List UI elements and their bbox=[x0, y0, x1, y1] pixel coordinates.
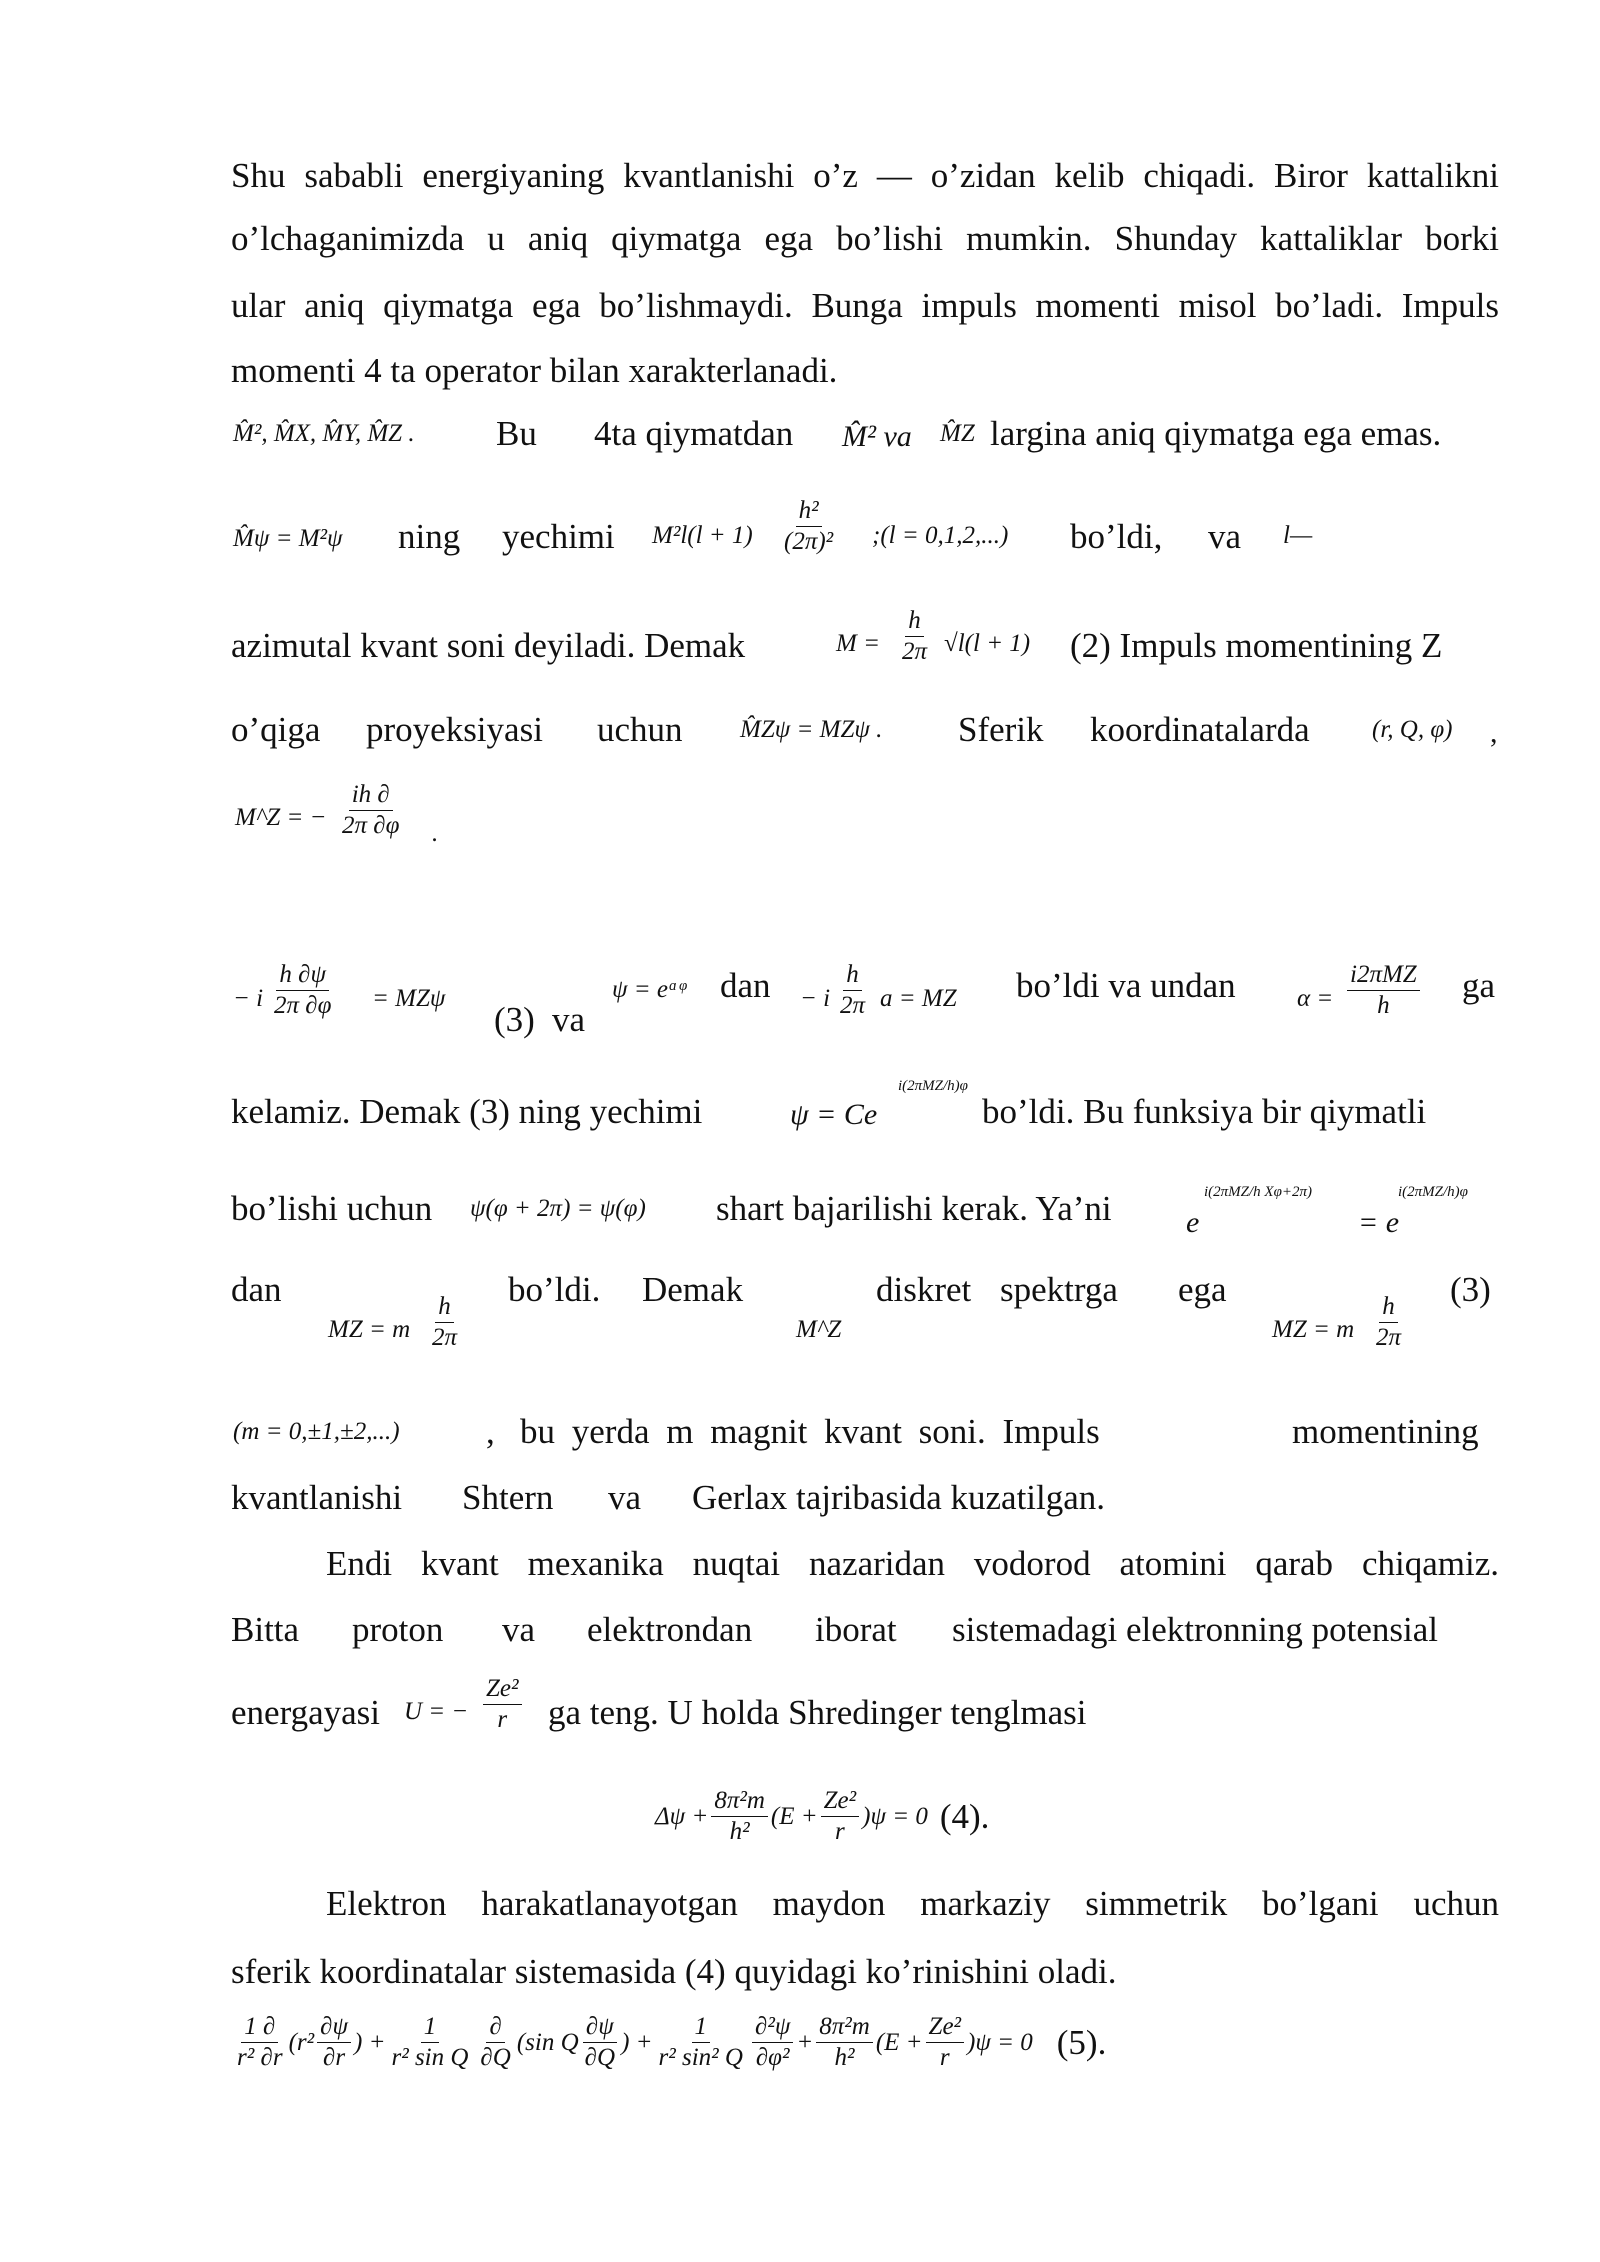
numerator: 8π²m bbox=[816, 2012, 873, 2043]
text: sferik koordinatalar sistemasida (4) quyidagi ko’rinishini oladi. bbox=[231, 1952, 1117, 1991]
numerator: 1 bbox=[692, 2012, 711, 2043]
text: Demak bbox=[642, 1270, 744, 1309]
text: kelamiz. Demak (3) ning yechimi bbox=[231, 1092, 703, 1131]
numerator: 1 ∂ bbox=[241, 2012, 278, 2043]
numerator: h bbox=[1379, 1292, 1398, 1323]
numerator: ∂ψ bbox=[317, 2012, 351, 2043]
numerator: Ze² bbox=[926, 2012, 965, 2043]
formula: α = bbox=[1297, 985, 1334, 1012]
fraction bbox=[778, 496, 839, 557]
denominator: 2π bbox=[902, 638, 928, 665]
text: yechimi bbox=[502, 517, 615, 556]
text: bo’ldi va undan bbox=[1016, 966, 1236, 1005]
denominator: 2π bbox=[432, 1324, 458, 1351]
denominator: ∂Q bbox=[480, 2044, 511, 2071]
text: Endi kvant mexanika nuqtai nazaridan vodorod atomini qarab chiqamiz. bbox=[326, 1544, 1499, 1583]
text: elektrondan bbox=[587, 1610, 753, 1649]
text: (3) bbox=[494, 1000, 535, 1039]
denominator: h² bbox=[729, 1818, 750, 1845]
formula: M̂Z bbox=[940, 420, 975, 447]
numerator: h bbox=[435, 1292, 454, 1323]
formula: M̂Zψ = MZψ . bbox=[740, 716, 883, 743]
exponent: i(2πMZ/h)φ bbox=[1398, 1184, 1468, 1200]
numerator: ∂ψ bbox=[583, 2012, 617, 2043]
text: va bbox=[502, 1610, 536, 1649]
formula: M̂ψ = M²ψ bbox=[233, 525, 343, 552]
denominator: r² ∂r bbox=[237, 2044, 283, 2071]
text: ular aniq qiymatga ega bo’lishmaydi. Bunga impuls momenti misol bo’ladi. Impuls bbox=[231, 286, 1499, 325]
term: )ψ = 0 bbox=[967, 2028, 1033, 2056]
text: bo’lishi uchun bbox=[231, 1189, 433, 1228]
term: ) + bbox=[621, 2028, 653, 2056]
formula: U = − bbox=[404, 1698, 469, 1725]
formula: M̂² va bbox=[842, 420, 912, 453]
text: azimutal kvant soni deyiladi. Demak bbox=[231, 626, 746, 665]
text: , bbox=[486, 1412, 495, 1451]
fraction bbox=[336, 780, 405, 841]
text: ga bbox=[1462, 966, 1496, 1005]
text: 4ta qiymatdan bbox=[594, 414, 794, 453]
text: Shu sababli energiyaning kvantlanishi o’z — o’zidan kelib chiqadi. Biror kattalikni bbox=[231, 156, 1499, 195]
text: proyeksiyasi bbox=[366, 710, 543, 749]
denominator: 2π bbox=[1376, 1324, 1402, 1351]
formula: M^Z = − bbox=[235, 804, 327, 831]
text: Bitta bbox=[231, 1610, 300, 1649]
text: (3) bbox=[1450, 1270, 1491, 1309]
fraction bbox=[1370, 1292, 1407, 1353]
formula: (r, Q, φ) bbox=[1372, 716, 1453, 743]
text: dan bbox=[720, 966, 771, 1005]
term: + bbox=[796, 2028, 814, 2056]
text-line bbox=[231, 349, 1499, 393]
numerator: Ze² bbox=[483, 1674, 522, 1705]
equation-label: (5). bbox=[1056, 2022, 1107, 2062]
formula: ψ = Ce bbox=[790, 1098, 878, 1131]
text: o’lchaganimizda u aniq qiymatga ega bo’lishi mumkin. Shunday kattaliklar borki bbox=[231, 219, 1499, 258]
formula: = MZψ bbox=[372, 985, 446, 1012]
text: momentining bbox=[1292, 1412, 1479, 1451]
numerator: ∂ bbox=[486, 2012, 504, 2043]
text: o’qiga bbox=[231, 710, 321, 749]
text: koordinatalarda bbox=[1090, 710, 1310, 749]
text-line bbox=[231, 217, 1499, 261]
text: bo’ldi. Bu funksiya bir qiymatli bbox=[982, 1092, 1427, 1131]
formula: l— bbox=[1283, 522, 1313, 549]
text: Sferik bbox=[958, 710, 1044, 749]
numerator: ih ∂ bbox=[349, 780, 393, 811]
text: dan bbox=[231, 1270, 282, 1309]
text: momenti 4 ta operator bilan xarakterlanadi. bbox=[231, 351, 838, 390]
formula: M^Z bbox=[796, 1316, 842, 1343]
text: Shtern bbox=[462, 1478, 554, 1517]
fraction bbox=[426, 1292, 463, 1353]
numerator: h² bbox=[796, 496, 822, 527]
formula: √l(l + 1) bbox=[944, 630, 1031, 657]
equation-5 bbox=[231, 2012, 1106, 2073]
text: bo’ldi. bbox=[508, 1270, 601, 1309]
denominator: h² bbox=[834, 2044, 855, 2071]
exponent: i(2πMZ/h Xφ+2π) bbox=[1204, 1184, 1313, 1200]
numerator: 1 bbox=[421, 2012, 440, 2043]
text: (2) Impuls momentining Z bbox=[1070, 626, 1443, 665]
formula: . bbox=[432, 820, 439, 847]
numerator: ∂²ψ bbox=[752, 2012, 793, 2043]
formula: = e bbox=[1358, 1206, 1400, 1239]
formula: ψ = eᵅᵠ bbox=[612, 976, 686, 1003]
denominator: 2π bbox=[840, 992, 866, 1019]
term: Δψ + bbox=[655, 1802, 709, 1830]
fraction bbox=[268, 960, 337, 1021]
text: va bbox=[608, 1478, 642, 1517]
text: energayasi bbox=[231, 1693, 381, 1732]
text: sistemadagi elektronning potensial bbox=[952, 1610, 1439, 1649]
fraction bbox=[834, 960, 871, 1021]
exponent: i(2πMZ/h)φ bbox=[898, 1078, 968, 1094]
denominator: r² sin² Q bbox=[658, 2044, 743, 2071]
denominator: ∂φ² bbox=[755, 2044, 790, 2071]
text: ning bbox=[398, 517, 461, 556]
text: uchun bbox=[597, 710, 683, 749]
fraction bbox=[896, 606, 933, 667]
formula: e bbox=[1186, 1206, 1200, 1239]
text: ega bbox=[1178, 1270, 1227, 1309]
term: (sin Q bbox=[516, 2028, 579, 2056]
text: va bbox=[552, 1000, 586, 1039]
text-line bbox=[231, 154, 1499, 198]
term: (r² bbox=[288, 2028, 315, 2056]
text: Elektron harakatlanayotgan maydon markaziy simmetrik bo’lgani uchun bbox=[326, 1884, 1499, 1923]
formula: − i bbox=[233, 985, 264, 1012]
text: shart bajarilishi kerak. Ya’ni bbox=[716, 1189, 1112, 1228]
numerator: h bbox=[843, 960, 862, 991]
formula: − i bbox=[800, 985, 831, 1012]
formula: a = MZ bbox=[880, 985, 957, 1012]
denominator: r bbox=[497, 1706, 508, 1733]
formula: M = bbox=[836, 630, 880, 657]
text: Gerlax tajribasida kuzatilgan. bbox=[692, 1478, 1106, 1517]
formula: (m = 0,±1,±2,...) bbox=[233, 1418, 400, 1445]
equation-label: (4). bbox=[939, 1796, 990, 1836]
term: (E + bbox=[770, 1802, 818, 1830]
denominator: r² sin Q bbox=[391, 2044, 469, 2071]
text: largina aniq qiymatga ega emas. bbox=[990, 414, 1442, 453]
formula: MZ = m bbox=[328, 1316, 411, 1343]
formula: MZ = m bbox=[1272, 1316, 1355, 1343]
text: bo’ldi, bbox=[1070, 517, 1163, 556]
numerator: i2πMZ bbox=[1347, 960, 1420, 991]
equation-4 bbox=[655, 1786, 989, 1847]
denominator: r bbox=[939, 2044, 950, 2071]
denominator: 2π ∂φ bbox=[342, 812, 400, 839]
text: kvantlanishi bbox=[231, 1478, 403, 1517]
denominator: ∂Q bbox=[584, 2044, 616, 2071]
numerator: 8π²m bbox=[711, 1786, 768, 1817]
text: , bbox=[1490, 716, 1498, 749]
denominator: h bbox=[1377, 992, 1390, 1019]
text-line bbox=[231, 284, 1499, 328]
text: iborat bbox=[815, 1610, 897, 1649]
formula: ;(l = 0,1,2,...) bbox=[872, 522, 1009, 549]
text: proton bbox=[352, 1610, 444, 1649]
denominator: r bbox=[835, 1818, 845, 1845]
text: bu yerda m magnit kvant soni. Impuls bbox=[520, 1412, 1100, 1451]
operator-list: M̂², M̂X, M̂Y, M̂Z . bbox=[233, 420, 415, 447]
fraction bbox=[1344, 960, 1423, 1021]
text: diskret bbox=[876, 1270, 972, 1309]
denominator: (2π)² bbox=[784, 528, 834, 555]
term: (E + bbox=[875, 2028, 923, 2056]
denominator: 2π ∂φ bbox=[274, 992, 332, 1019]
fraction bbox=[480, 1674, 525, 1735]
numerator: h bbox=[905, 606, 924, 637]
text: va bbox=[1208, 517, 1242, 556]
formula: ψ(φ + 2π) = ψ(φ) bbox=[470, 1195, 646, 1222]
denominator: ∂r bbox=[323, 2044, 346, 2071]
numerator: h ∂ψ bbox=[276, 960, 329, 991]
term: )ψ = 0 bbox=[862, 1802, 928, 1830]
term: ) + bbox=[354, 2028, 386, 2056]
text: spektrga bbox=[1000, 1270, 1118, 1309]
text: ga teng. U holda Shredinger tenglmasi bbox=[548, 1693, 1087, 1732]
formula: M²l(l + 1) bbox=[652, 522, 753, 549]
numerator: Ze² bbox=[821, 1786, 860, 1817]
text: Bu bbox=[496, 414, 537, 453]
